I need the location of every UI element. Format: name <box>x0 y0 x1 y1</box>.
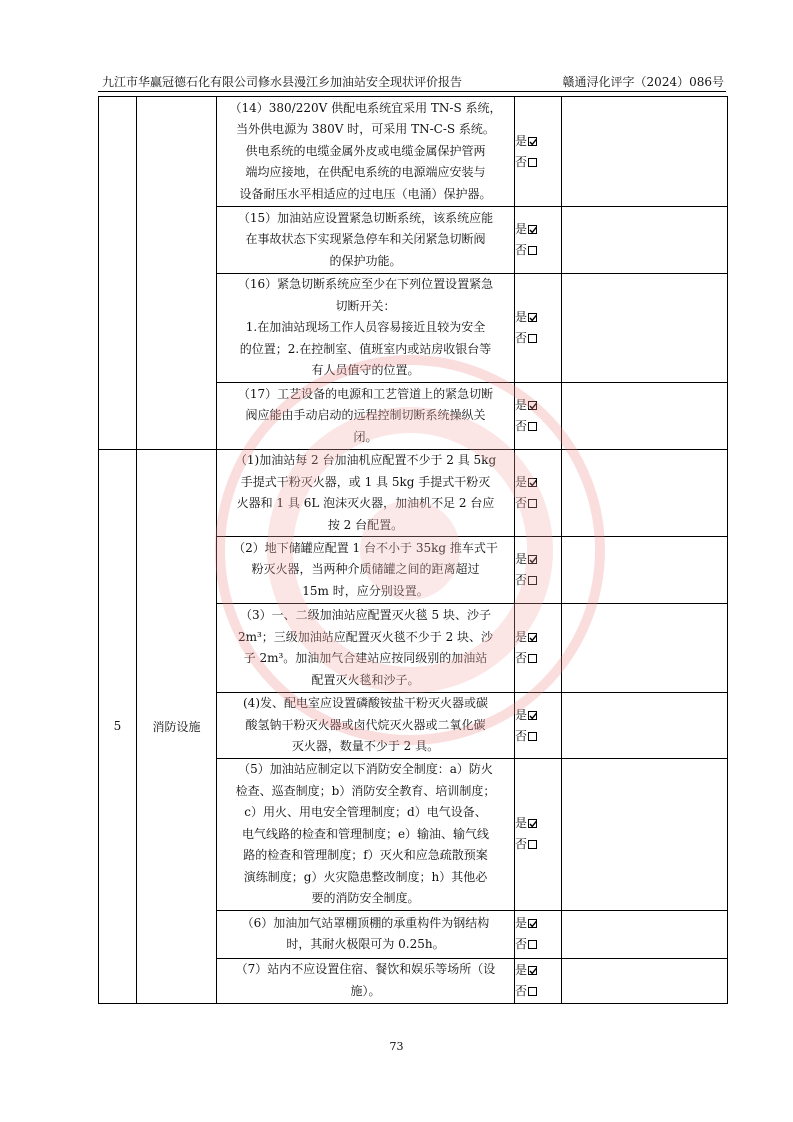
remark-cell <box>562 693 728 759</box>
requirement-line: 端均应接地，在供配电系统的电源端应安装与 <box>245 165 486 180</box>
remark-cell <box>562 759 728 911</box>
requirement-line: 有人员值守的位置。 <box>311 363 420 378</box>
page-number: 73 <box>389 1040 404 1053</box>
requirement-cell <box>217 604 515 693</box>
requirement-line: 演练制度；g）火灾隐患整改制度；h）其他必 <box>243 869 488 884</box>
requirement-line: （17）工艺设备的电源和工艺管道上的紧急切断 <box>237 386 494 401</box>
requirement-line: （16）紧急切断系统应至少在下列位置设置紧急 <box>237 277 494 292</box>
result-cell[interactable] <box>515 207 562 274</box>
checked-box-icon[interactable] <box>528 633 537 642</box>
empty-box-icon[interactable] <box>528 158 537 167</box>
option-yes-label: 是 <box>515 707 528 722</box>
requirement-line: 阀应能由手动启动的远程控制切断系统操纵关 <box>245 408 486 423</box>
option-no-label: 否 <box>515 331 528 345</box>
requirement-line: （7）站内不应设置住宿、餐饮和娱乐等场所（设 <box>235 962 496 976</box>
remark-cell <box>562 450 728 537</box>
result-cell[interactable] <box>515 274 562 383</box>
empty-box-icon[interactable] <box>528 987 537 996</box>
result-cell[interactable] <box>515 759 562 911</box>
requirement-cell <box>217 97 515 207</box>
result-cell[interactable] <box>515 450 562 537</box>
category-cell <box>137 97 217 450</box>
requirement-line: （5）加油站应制定以下消防安全制度：a）防火 <box>238 762 493 776</box>
requirement-cell <box>217 910 515 958</box>
requirement-line: （15）加油站应设置紧急切断系统，该系统应能 <box>237 210 494 225</box>
checked-box-icon[interactable] <box>528 919 537 928</box>
option-yes[interactable] <box>515 472 561 493</box>
remark-cell <box>562 383 728 450</box>
requirement-cell <box>217 207 515 274</box>
checked-box-icon[interactable] <box>528 966 537 975</box>
requirement-line: （2）地下储罐应配置 1 台不小于 35kg 推车式干 <box>233 540 498 555</box>
result-cell[interactable] <box>515 383 562 450</box>
checked-box-icon[interactable] <box>528 225 537 234</box>
option-yes-label: 是 <box>515 816 528 831</box>
remark-cell <box>562 910 728 958</box>
requirement-cell <box>217 274 515 383</box>
option-yes-label: 是 <box>515 630 528 644</box>
requirement-cell <box>217 958 515 1003</box>
requirement-line: 按 2 台配置。 <box>327 517 404 532</box>
option-no[interactable] <box>515 834 561 855</box>
remark-cell <box>562 604 728 693</box>
option-yes[interactable] <box>515 307 561 328</box>
requirement-line: 当外供电源为 380V 时，可采用 TN-C-S 系统。 <box>236 122 495 137</box>
option-no[interactable] <box>515 934 561 955</box>
result-cell[interactable] <box>515 958 562 1003</box>
requirement-line: (4)发、配电室应设置磷酸铵盐干粉灭火器或碳 <box>243 696 488 711</box>
remark-cell <box>562 537 728 604</box>
result-cell[interactable] <box>515 910 562 958</box>
option-yes-label: 是 <box>515 310 528 324</box>
checked-box-icon[interactable] <box>528 401 537 410</box>
option-no[interactable] <box>515 981 561 1002</box>
checklist-table <box>98 96 728 1004</box>
requirement-line: 灭火器，数量不少于 2 具。 <box>291 739 440 754</box>
requirement-line: （6）加油加气站罩棚顶棚的承重构件为钢结构 <box>241 915 490 930</box>
empty-box-icon[interactable] <box>528 334 537 343</box>
remark-cell <box>562 958 728 1003</box>
option-no-label: 否 <box>515 651 528 665</box>
requirement-line: （1)加油站每 2 台加油机应配置不少于 2 具 5kg <box>234 453 497 467</box>
requirement-line: 1.在加油站现场工作人员容易接近且较为安全 <box>245 320 486 335</box>
empty-box-icon[interactable] <box>528 732 537 741</box>
option-yes-label: 是 <box>515 962 528 977</box>
option-yes-label: 是 <box>515 916 528 930</box>
option-yes-label: 是 <box>515 475 528 489</box>
requirement-line: 粉灭火器，当两种介质储罐之间的距离超过 <box>251 562 480 577</box>
requirement-cell <box>217 450 515 537</box>
requirement-line: 子 2m³。加油加气合建站应按同级别的加油站 <box>243 651 488 665</box>
requirement-line: 酸氢钠干粉灭火器或卤代烷灭火器或二氧化碳 <box>245 717 486 732</box>
result-cell[interactable] <box>515 537 562 604</box>
requirement-line: 要的消防安全制度。 <box>311 891 420 905</box>
table-row <box>99 97 728 207</box>
option-yes[interactable] <box>515 131 561 152</box>
requirement-line: 设备耐压水平相适应的过电压（电涌）保护器。 <box>239 186 492 201</box>
checked-box-icon[interactable] <box>528 478 537 487</box>
result-cell[interactable] <box>515 97 562 207</box>
report-title: 九江市华赢冠德石化有限公司修水县漫江乡加油站安全现状评价报告 <box>102 75 463 89</box>
requirement-line: 2m³；三级加油站应配置灭火毯不少于 2 块、沙 <box>237 629 494 644</box>
option-no[interactable] <box>515 240 561 261</box>
requirement-line: 闭。 <box>353 429 378 444</box>
option-no[interactable] <box>515 726 561 747</box>
requirement-line: 电气线路的检查和管理制度；e）输油、输气线 <box>241 826 490 841</box>
option-no[interactable] <box>515 416 561 437</box>
option-no[interactable] <box>515 328 561 349</box>
table-row <box>99 450 728 537</box>
option-no[interactable] <box>515 570 561 591</box>
requirement-cell <box>217 537 515 604</box>
requirement-line: 切断开关： <box>335 298 396 313</box>
requirement-line: c）用火、用电安全管理制度；d）电气设备、 <box>244 805 487 819</box>
requirement-line: （3）一、二级加油站应配置灭火毯 5 块、沙子 <box>240 608 491 622</box>
requirement-line: 在事故状态下实现紧急停车和关闭紧急切断阀 <box>245 232 486 247</box>
requirement-cell <box>217 383 515 450</box>
option-yes[interactable] <box>515 960 561 981</box>
checked-box-icon[interactable] <box>528 137 537 146</box>
requirement-line: 的位置；2.在控制室、值班室内或站房收银台等 <box>239 341 492 356</box>
requirement-line: 15m 时，应分别设置。 <box>302 583 429 598</box>
option-no[interactable] <box>515 152 561 173</box>
empty-box-icon[interactable] <box>528 499 537 508</box>
option-no-label: 否 <box>515 419 528 433</box>
requirement-line: 路的检查和管理制度；f）灭火和应急疏散预案 <box>243 848 488 862</box>
option-yes-label: 是 <box>515 552 528 566</box>
checked-box-icon[interactable] <box>528 555 537 564</box>
empty-box-icon[interactable] <box>528 576 537 585</box>
requirement-line: （14）380/220V 供配电系统宜采用 TN-S 系统， <box>229 100 502 115</box>
checked-box-icon[interactable] <box>528 711 537 720</box>
empty-box-icon[interactable] <box>528 654 537 663</box>
option-yes[interactable] <box>515 627 561 648</box>
option-yes[interactable] <box>515 219 561 240</box>
empty-box-icon[interactable] <box>528 422 537 431</box>
option-no[interactable] <box>515 493 561 514</box>
requirement-line: 火器和 1 具 6L 泡沫灭火器，加油机不足 2 台应 <box>236 496 495 510</box>
checklist-body <box>99 97 728 1004</box>
document-number: 赣通浔化评字（2024）086号 <box>562 75 724 89</box>
option-no-label: 否 <box>515 837 528 852</box>
option-yes[interactable] <box>515 395 561 416</box>
item-number-cell: 5 <box>99 450 137 1004</box>
option-no-label: 否 <box>515 937 528 951</box>
requirement-cell <box>217 693 515 759</box>
option-no[interactable] <box>515 648 561 669</box>
option-yes[interactable] <box>515 913 561 934</box>
option-no-label: 否 <box>515 243 528 257</box>
option-yes[interactable] <box>515 813 561 834</box>
requirement-line: 时，其耐火极限可为 0.25h。 <box>286 937 445 951</box>
result-cell[interactable] <box>515 604 562 693</box>
requirement-line: 的保护功能。 <box>329 253 402 268</box>
option-no-label: 否 <box>515 496 528 510</box>
checked-box-icon[interactable] <box>528 819 537 828</box>
remark-cell <box>562 207 728 274</box>
option-yes-label: 是 <box>515 222 528 236</box>
category-cell: 消防设施 <box>137 450 217 1004</box>
requirement-line: 手提式干粉灭火器，或 1 具 5kg 手提式干粉灭 <box>240 474 491 489</box>
result-cell[interactable] <box>515 693 562 759</box>
empty-box-icon[interactable] <box>528 840 537 849</box>
option-no-label: 否 <box>515 983 528 998</box>
remark-cell <box>562 97 728 207</box>
option-yes[interactable] <box>515 705 561 726</box>
remark-cell <box>562 274 728 383</box>
checked-box-icon[interactable] <box>528 313 537 322</box>
empty-box-icon[interactable] <box>528 940 537 949</box>
option-no-label: 否 <box>515 573 528 587</box>
requirement-line: 施）。 <box>350 983 381 998</box>
option-yes-label: 是 <box>515 133 528 148</box>
page-header <box>98 71 726 92</box>
empty-box-icon[interactable] <box>528 246 537 255</box>
option-no-label: 否 <box>515 154 528 169</box>
option-no-label: 否 <box>515 728 528 743</box>
requirement-line: 检查、巡查制度；b）消防安全教育、培训制度； <box>235 783 496 798</box>
requirement-line: 供电系统的电缆金属外皮或电缆金属保护管两 <box>245 143 486 158</box>
requirement-cell <box>217 759 515 911</box>
option-yes[interactable] <box>515 549 561 570</box>
option-yes-label: 是 <box>515 398 528 412</box>
item-number-cell <box>99 97 137 450</box>
requirement-line: 配置灭火毯和沙子。 <box>311 672 420 687</box>
